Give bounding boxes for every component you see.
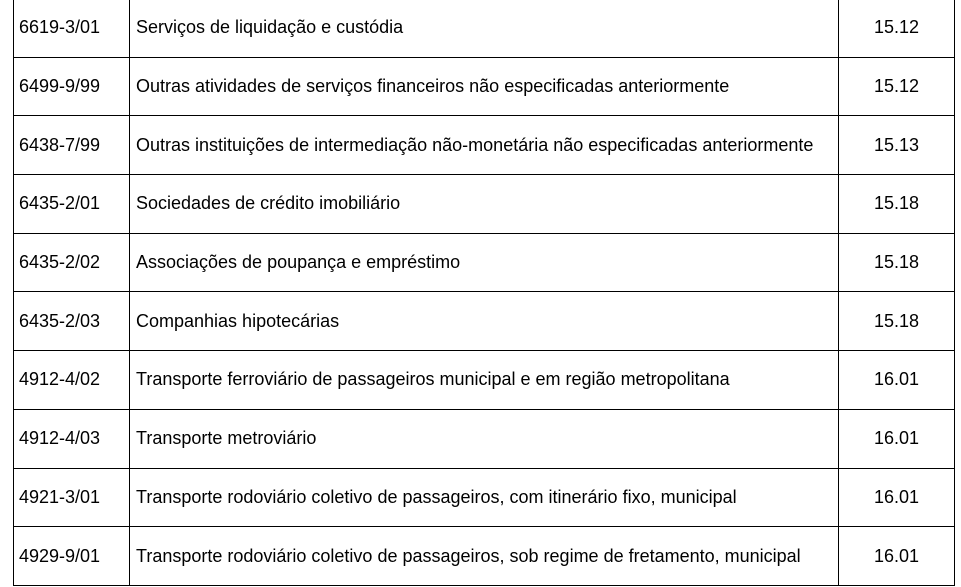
table-row <box>14 527 955 586</box>
table-row <box>14 0 955 57</box>
activity-code: 6438-7/99 <box>14 116 130 175</box>
activity-rate: 15.12 <box>839 57 955 116</box>
activity-rate: 16.01 <box>839 351 955 410</box>
activity-description: Sociedades de crédito imobiliário <box>136 193 401 214</box>
activity-description: Transporte ferroviário de passageiros municipal e em região metropolitana <box>136 369 730 390</box>
activity-rate: 15.18 <box>839 233 955 292</box>
activity-description: Serviços de liquidação e custódia <box>136 17 404 38</box>
activity-code: 6435-2/01 <box>14 175 130 234</box>
activity-rate: 16.01 <box>839 409 955 468</box>
table-row <box>14 409 955 468</box>
table-row <box>14 57 955 116</box>
activity-rate: 15.13 <box>839 116 955 175</box>
activity-rate: 15.18 <box>839 175 955 234</box>
activity-rate: 15.18 <box>839 292 955 351</box>
table-row <box>14 468 955 527</box>
table-row <box>14 351 955 410</box>
table-row <box>14 233 955 292</box>
activity-code: 6499-9/99 <box>14 57 130 116</box>
activity-rate: 16.01 <box>839 468 955 527</box>
activity-code: 6619-3/01 <box>14 0 130 57</box>
table-row <box>14 292 955 351</box>
activity-rate: 15.12 <box>839 0 955 57</box>
activity-description: Outras atividades de serviços financeiros não especificadas anteriormente <box>136 76 730 97</box>
activity-rate: 16.01 <box>839 527 955 586</box>
activity-rate-table <box>13 0 955 586</box>
activity-code: 4921-3/01 <box>14 468 130 527</box>
activity-code: 4912-4/02 <box>14 351 130 410</box>
activity-description: Companhias hipotecárias <box>136 310 340 331</box>
activity-description: Transporte rodoviário coletivo de passageiros, com itinerário fixo, municipal <box>136 486 737 507</box>
table-row <box>14 175 955 234</box>
activity-description: Outras instituições de intermediação não-monetária não especificadas anteriormente <box>136 134 814 155</box>
activity-code: 6435-2/02 <box>14 233 130 292</box>
activity-description: Transporte rodoviário coletivo de passageiros, sob regime de fretamento, municipal <box>136 545 801 566</box>
activity-code: 4912-4/03 <box>14 409 130 468</box>
activity-description: Transporte metroviário <box>136 428 317 449</box>
activity-description: Associações de poupança e empréstimo <box>136 252 461 273</box>
activity-code: 6435-2/03 <box>14 292 130 351</box>
table-row <box>14 116 955 175</box>
activity-code: 4929-9/01 <box>14 527 130 586</box>
